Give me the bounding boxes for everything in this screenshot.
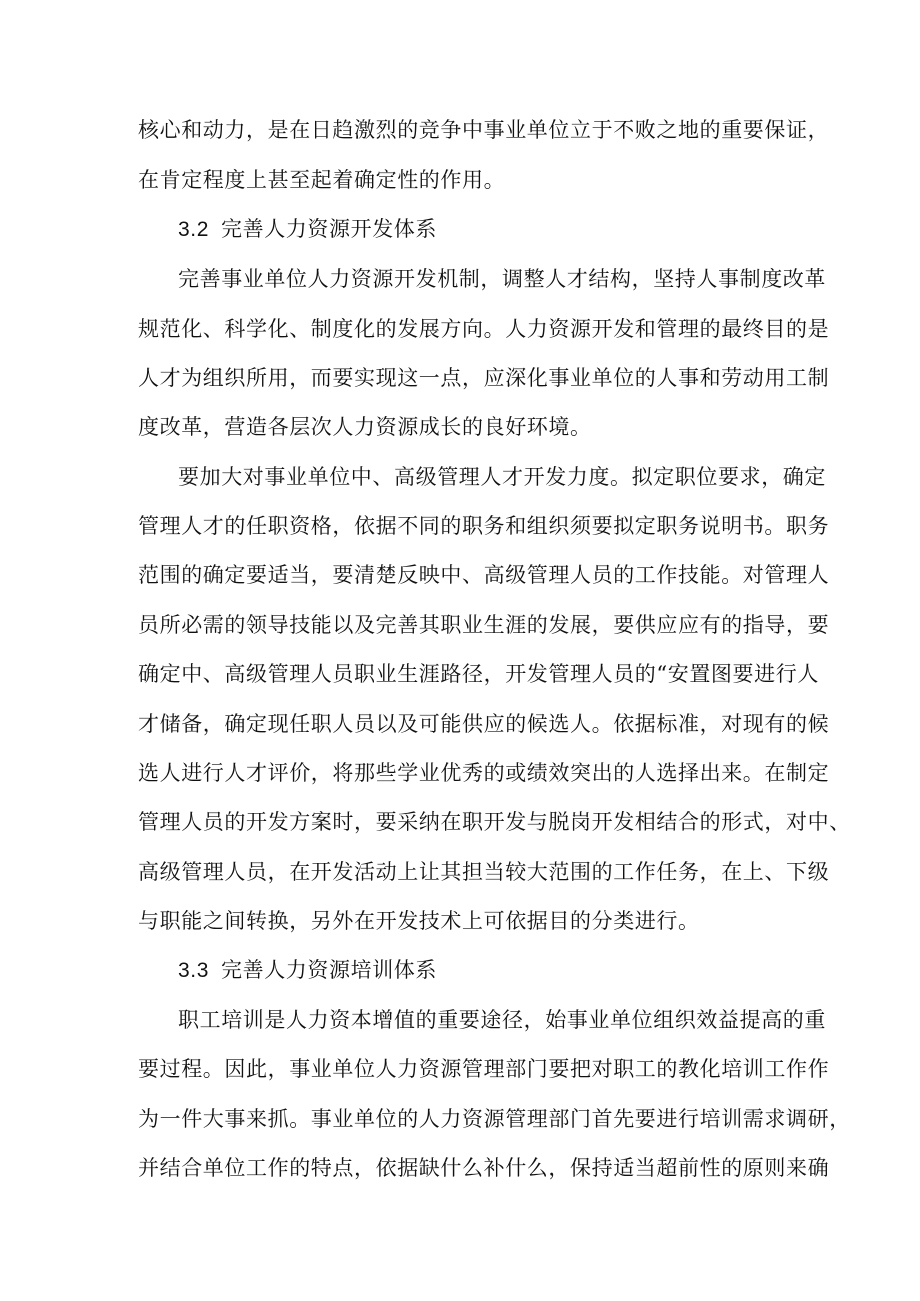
text-line: 才储备，确定现任职人员以及可能供应的候选人。依据标准，对现有的候 (138, 712, 830, 736)
text-line: 并结合单位工作的特点，依据缺什么补什么，保持适当超前性的原则来确 (138, 1156, 830, 1180)
text-line: 员所必需的领导技能以及完善其职业生涯的发展，要供应应有的指导，要 (138, 613, 830, 637)
text-line: 规范化、科学化、制度化的发展方向。人力资源开发和管理的最终目的是 (138, 317, 830, 341)
text-line: 要加大对事业单位中、高级管理人才开发力度。拟定职位要求，确定 (178, 465, 826, 489)
text-line: 与职能之间转换，另外在开发技术上可依据目的分类进行。 (138, 909, 700, 933)
text-line: 度改革，营造各层次人力资源成长的良好环境。 (138, 415, 592, 439)
section-heading-3-2 (178, 215, 437, 244)
section-heading-3-3 (178, 956, 437, 985)
text-line: 为一件大事来抓。事业单位的人力资源管理部门首先要进行培训需求调研， (138, 1107, 851, 1131)
text-line: 管理人才的任职资格，依据不同的职务和组织须要拟定职务说明书。职务 (138, 514, 830, 538)
text-line: 要过程。因此，事业单位人力资源管理部门要把对职工的教化培训工作作 (138, 1057, 830, 1081)
section-number: 3.3 (178, 959, 209, 982)
text-line: 人才为组织所用，而要实现这一点，应深化事业单位的人事和劳动用工制 (138, 366, 830, 390)
section-title: 完善人力资源培训体系 (221, 958, 437, 982)
text-line: 职工培训是人力资本增值的重要途径，始事业单位组织效益提高的重 (178, 1008, 826, 1032)
text-line: 范围的确定要适当，要清楚反映中、高级管理人员的工作技能。对管理人 (138, 563, 830, 587)
text-line: 完善事业单位人力资源开发机制，调整人才结构，坚持人事制度改革 (178, 267, 826, 291)
text-line: 管理人员的开发方案时，要采纳在职开发与脱岗开发相结合的形式，对中、 (138, 810, 851, 834)
text-line: 确定中、高级管理人员职业生涯路径，开发管理人员的“安置图要进行人 (138, 662, 819, 686)
section-number: 3.2 (178, 218, 209, 241)
text-line: 在肯定程度上甚至起着确定性的作用。 (138, 168, 506, 192)
section-title: 完善人力资源开发体系 (221, 217, 437, 241)
text-line: 核心和动力，是在日趋激烈的竞争中事业单位立于不败之地的重要保证， (138, 118, 830, 142)
text-line: 选人进行人才评价，将那些学业优秀的或绩效突出的人选择出来。在制定 (138, 761, 830, 785)
text-line: 高级管理人员，在开发活动上让其担当较大范围的工作任务，在上、下级 (138, 860, 830, 884)
